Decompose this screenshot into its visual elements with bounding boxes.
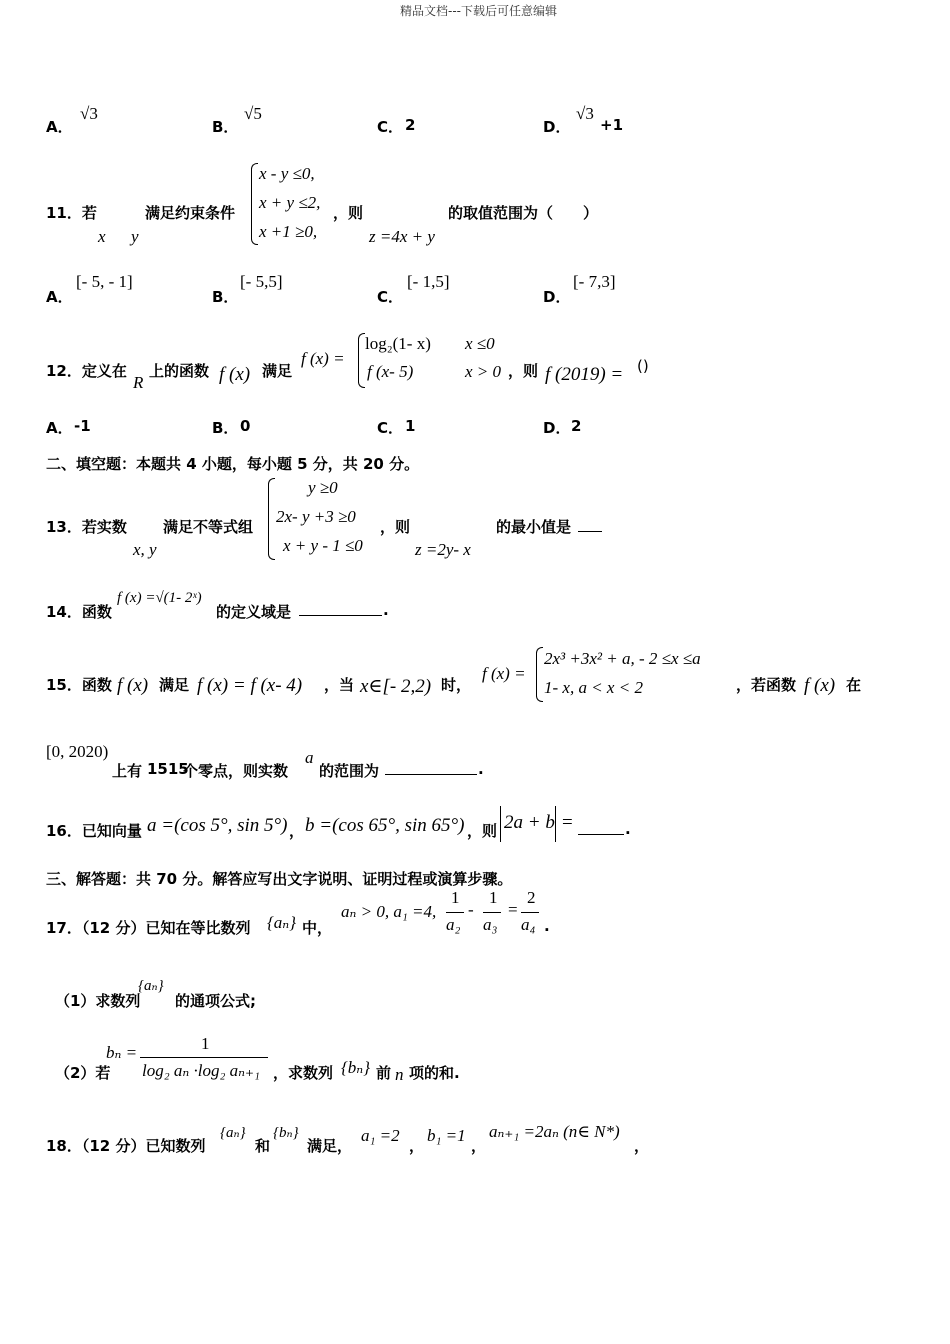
q11-option-d-label: D．: [543, 288, 571, 306]
q15-text2: ，当: [324, 676, 355, 694]
q15-count: 1515: [147, 760, 189, 778]
q15-text3: 时，: [441, 676, 472, 694]
q12-fx: f (x): [219, 364, 251, 385]
q11-expr: z =4x + y: [369, 227, 435, 246]
q18-comma-2: ，: [471, 1137, 487, 1155]
q17-seq: {aₙ}: [267, 913, 296, 932]
q15-relation: f (x) = f (x- 4): [197, 675, 303, 696]
q11-option-b-value: [- 5,5]: [240, 272, 283, 291]
q15-number: 15．函数: [46, 676, 112, 694]
q10-option-d-label: D．: [543, 118, 571, 136]
q13-tail: 的最小值是: [496, 518, 572, 536]
q13-constraint-2: 2x- y +3 ≥0: [276, 507, 356, 526]
q11-option-b-label: B．: [212, 288, 239, 306]
q17-number: 17．（12 分）已知在等比数列: [46, 919, 251, 937]
q17-part2-frac-line: [140, 1057, 268, 1058]
q12-lhs: f (x) =: [301, 349, 345, 368]
q14-answer-blank: [299, 614, 382, 616]
q15-interval: [0, 2020): [46, 742, 109, 761]
q13-text1: 满足不等式组: [163, 518, 254, 536]
q16-answer-blank: [578, 833, 624, 835]
q12-option-c-label: C．: [377, 419, 404, 437]
q17-cond: aₙ > 0, a₁ =4,: [341, 902, 437, 921]
section-3-heading: 三、解答题：共 70 分。解答应写出文字说明、证明过程或演算步骤。: [46, 870, 513, 888]
q17-part2-c: 前: [376, 1064, 392, 1082]
q11-tail: 的取值范围为（ ）: [448, 204, 599, 222]
q11-option-a-value: [- 5, - 1]: [76, 272, 133, 291]
q14-end: .: [383, 601, 389, 619]
page-header: 精品文档---下载后可任意编辑: [400, 4, 557, 18]
q10-option-c-label: C．: [377, 118, 404, 136]
q17-part2-num: 1: [201, 1034, 210, 1053]
q17-part1-b: 的通项公式;: [175, 992, 256, 1010]
q16-vec-b: b =(cos 65°, sin 65°): [305, 815, 465, 836]
q17-part2-den: log₂ aₙ ·log₂ aₙ₊₁: [142, 1061, 260, 1080]
q15-text4: ，若函数: [736, 676, 797, 694]
q11-option-d-value: [- 7,3]: [573, 272, 616, 291]
q14-func: f (x) =√(1- 2ˣ): [117, 590, 202, 606]
q15-text5: 在: [846, 676, 862, 694]
q16-abs-bar-left: [500, 806, 501, 842]
q12-R: R: [133, 373, 144, 392]
q16-then: ，则: [467, 822, 498, 840]
q13-expr: z =2y- x: [415, 540, 471, 559]
q13-then: ，则: [380, 518, 411, 536]
q12-case1-expr: log₂(1- x): [365, 334, 431, 353]
q14-tail: 的定义域是: [216, 603, 292, 621]
q17-part1-a: （1）求数列: [55, 992, 141, 1010]
q12-option-d-label: D．: [543, 419, 571, 437]
q15-line2-b: 个零点，则实数: [183, 762, 289, 780]
q10-option-b-value: √5: [244, 104, 262, 123]
q13-vars: x, y: [133, 540, 157, 559]
q15-answer-blank: [385, 773, 477, 775]
q16-end: .: [625, 820, 631, 838]
q13-answer-blank: [578, 530, 602, 532]
q18-a1: a₁ =2: [361, 1126, 400, 1145]
q18-text1: 满足，: [307, 1137, 353, 1155]
q10-option-d-value: √3: [576, 104, 594, 123]
q12-number: 12．定义在: [46, 362, 127, 380]
q17-frac2-line: [483, 912, 501, 913]
q18-seq-a: {aₙ}: [220, 1125, 246, 1141]
q11-option-c-label: C．: [377, 288, 404, 306]
q17-part2-seq: {bₙ}: [341, 1058, 370, 1077]
q16-ask: 2a + b: [504, 812, 555, 833]
q17-eq: =: [508, 900, 518, 919]
q18-and: 和: [255, 1137, 271, 1155]
q17-frac1-line: [446, 912, 464, 913]
q16-number: 16．已知向量: [46, 822, 142, 840]
q15-line2-a: 上有: [112, 762, 143, 780]
q18-comma-3: ，: [634, 1137, 650, 1155]
q11-then: ，则: [333, 204, 364, 222]
q18-seq-b: {bₙ}: [273, 1125, 299, 1141]
q17-end: .: [544, 917, 550, 935]
q17-frac2-den: a₃: [483, 915, 498, 934]
q15-lhs: f (x) =: [482, 664, 526, 683]
q17-frac1-num: 1: [451, 888, 460, 907]
q12-ask: f (2019) =: [545, 364, 624, 385]
q15-end: .: [478, 760, 484, 778]
q17-part2-a: （2）若: [55, 1064, 111, 1082]
q17-frac3-num: 2: [527, 888, 536, 907]
q17-part2-n: n: [395, 1065, 404, 1084]
q18-b1: b₁ =1: [427, 1126, 466, 1145]
q16-abs-bar-right: [555, 806, 556, 842]
q17-part1-seq: {aₙ}: [138, 978, 164, 994]
q10-option-a-value: √3: [80, 104, 98, 123]
q12-text2: 满足: [262, 362, 293, 380]
q18-number: 18．（12 分）已知数列: [46, 1137, 206, 1155]
q16-vec-a: a =(cos 5°, sin 5°): [147, 815, 288, 836]
q12-option-b-value: 0: [240, 417, 251, 435]
q13-constraint-1: y ≥0: [308, 478, 338, 497]
q17-frac1-den: a₂: [446, 915, 461, 934]
q10-option-b-label: B．: [212, 118, 239, 136]
q11-option-c-value: [- 1,5]: [407, 272, 450, 291]
q11-text: 满足约束条件: [145, 204, 236, 222]
q12-text1: 上的函数: [149, 362, 210, 380]
q12-case2-expr: f (x- 5): [367, 362, 414, 381]
q18-rec: aₙ₊₁ =2aₙ (n∈ N*): [489, 1122, 620, 1141]
q15-domain: x∈[- 2,2): [360, 676, 432, 697]
q17-text1: 中，: [302, 919, 333, 937]
q12-option-a-value: -1: [74, 417, 91, 435]
q17-frac2-num: 1: [489, 888, 498, 907]
q12-option-d-value: 2: [571, 417, 582, 435]
q15-brace: [536, 647, 543, 702]
q17-part2-b: ，求数列: [273, 1064, 334, 1082]
q10-option-a-label: A．: [46, 118, 73, 136]
q11-var-x: x: [98, 227, 106, 246]
q17-frac3-line: [521, 912, 539, 913]
q11-brace: [251, 163, 258, 245]
q11-var-y: y: [131, 227, 139, 246]
q15-case2: 1- x, a < x < 2: [544, 678, 643, 697]
q17-minus: -: [468, 900, 474, 919]
q11-constraint-1: x - y ≤0,: [259, 164, 315, 183]
q12-brace: [358, 333, 365, 388]
q15-fx2: f (x): [804, 675, 836, 696]
q17-frac3-den: a₄: [521, 915, 536, 934]
q15-text1: 满足: [159, 676, 190, 694]
q12-case1-cond: x ≤0: [465, 334, 495, 353]
q12-option-c-value: 1: [405, 417, 416, 435]
q16-eq: =: [562, 812, 573, 833]
q13-brace: [268, 478, 275, 560]
q10-option-d-suffix: +1: [600, 116, 624, 134]
q12-option-a-label: A．: [46, 419, 73, 437]
q11-option-a-label: A．: [46, 288, 73, 306]
q10-option-c-value: 2: [405, 116, 416, 134]
q13-number: 13．若实数: [46, 518, 127, 536]
q15-fx: f (x): [117, 675, 149, 696]
q15-param: a: [305, 748, 314, 767]
q17-part2-lhs: bₙ =: [106, 1043, 138, 1062]
q15-line2-c: 的范围为: [319, 762, 380, 780]
q18-comma-1: ，: [409, 1137, 425, 1155]
q12-case2-cond: x > 0: [465, 362, 502, 381]
q12-then: ，则: [508, 362, 539, 380]
q12-paren: (): [637, 357, 649, 375]
section-2-heading: 二、填空题：本题共 4 小题，每小题 5 分，共 20 分。: [46, 455, 420, 473]
q11-constraint-2: x + y ≤2,: [259, 193, 321, 212]
q11-number: 11．若: [46, 204, 97, 222]
q17-part2-d: 项的和.: [409, 1064, 460, 1082]
q12-option-b-label: B．: [212, 419, 239, 437]
q16-comma: ，: [289, 822, 305, 840]
q13-constraint-3: x + y - 1 ≤0: [283, 536, 363, 555]
q14-number: 14．函数: [46, 603, 112, 621]
q11-constraint-3: x +1 ≥0,: [259, 222, 318, 241]
q15-case1: 2x³ +3x² + a, - 2 ≤x ≤a: [544, 649, 701, 668]
